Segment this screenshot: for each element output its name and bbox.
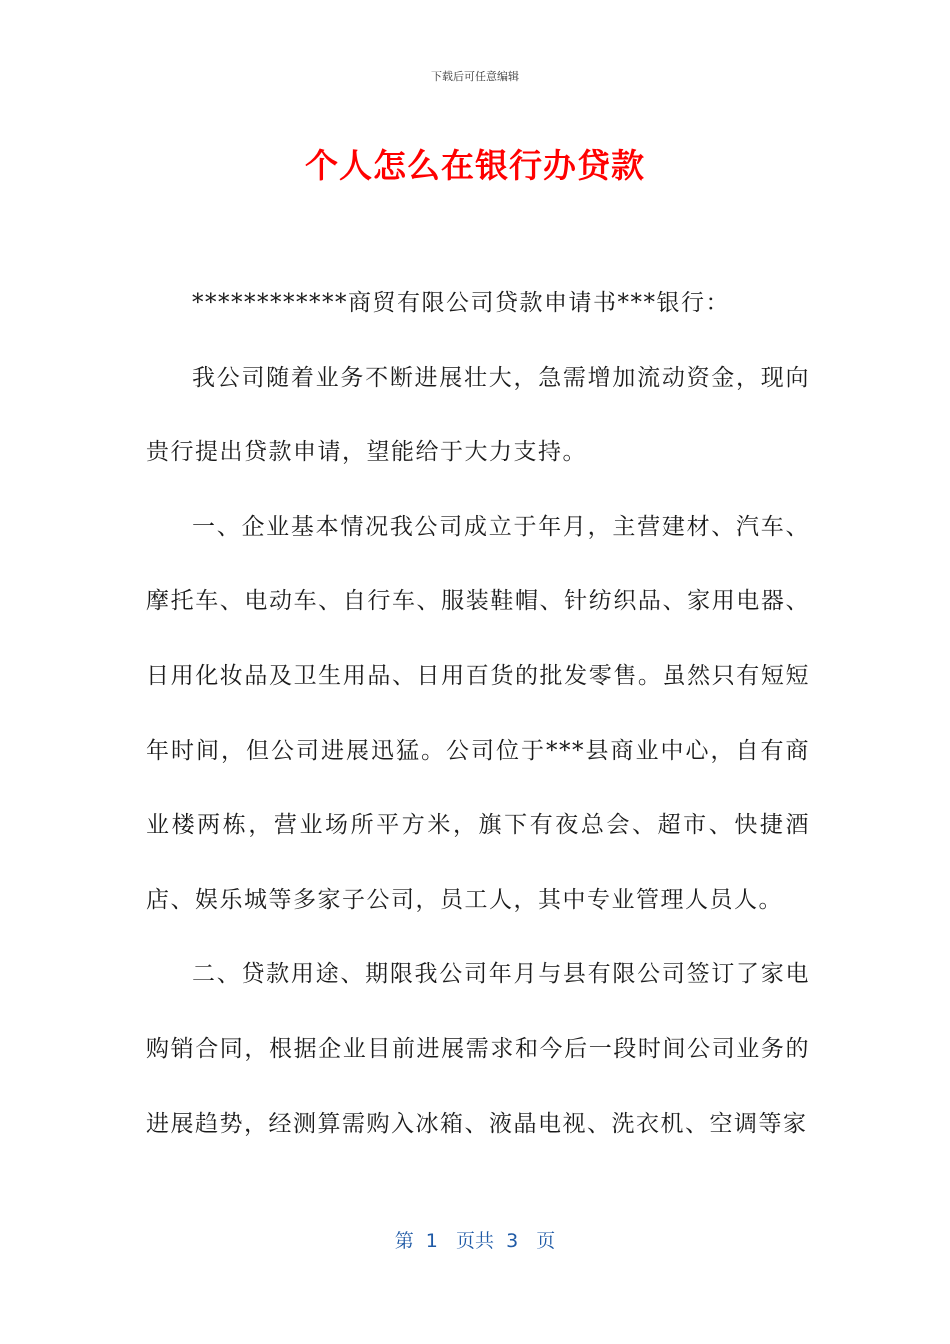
paragraph-intro: 我公司随着业务不断进展壮大，急需增加流动资金，现向贵行提出贷款申请，望能给于大力支持。 — [146, 364, 810, 466]
document-body — [146, 266, 810, 1161]
page-number-footer: 第 1 页共 3 页 — [394, 1230, 556, 1252]
header-note: 下载后可任意编辑 — [431, 70, 519, 83]
paragraph-section-2: 二、贷款用途、期限我公司年月与县有限公司签订了家电购销合同，根据企业目前进展需求和今后一段时间公司业务的进展趋势，经测算需购入冰箱、液晶电视、洗衣机、空调等家 — [146, 961, 810, 1137]
document-title: 个人怎么在银行办贷款 — [305, 146, 645, 185]
paragraph-section-1: 一、企业基本情况我公司成立于年月，主营建材、汽车、摩托车、电动车、自行车、服装鞋帽、针纺织品、家用电器、日用化妆品及卫生用品、日用百货的批发零售。虽然只有短短年时间，但公司进展迅猛。公司位于***县商业中心，自有商业楼两栋，营业场所平方米，旗下有夜总会、超市、快捷酒店、娱乐城等多家子公司，员工人，其中专业管理人员人。 — [146, 513, 810, 913]
paragraph-salutation: ************商贸有限公司贷款申请书***银行： — [192, 290, 730, 316]
